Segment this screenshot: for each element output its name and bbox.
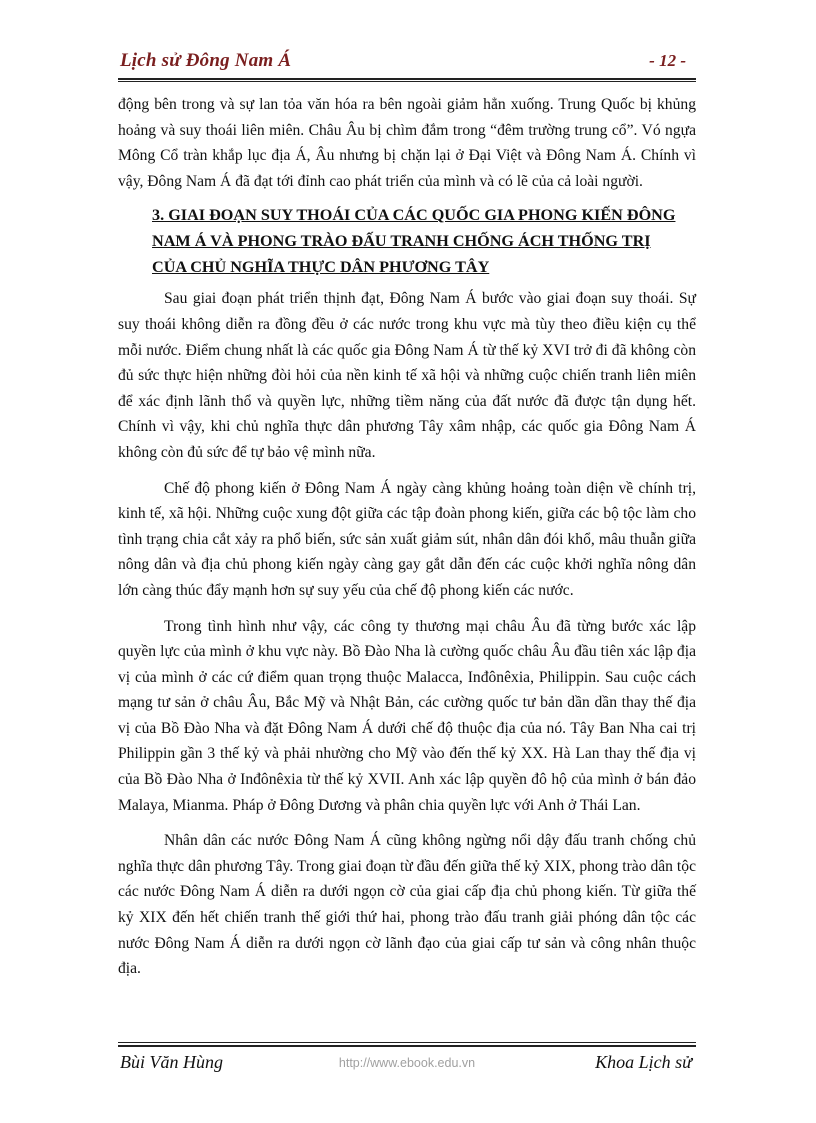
section-heading: 3. GIAI ĐOẠN SUY THOÁI CỦA CÁC QUỐC GIA PHONG KIẾN ĐÔNG NAM Á VÀ PHONG TRÀO ĐẤU TRANH CHỐNG ÁCH THỐNG TRỊ CỦA CHỦ NGHĨA THỰC DÂN PHƯƠNG TÂY (152, 206, 676, 277)
page-header (118, 48, 696, 78)
page-number: - 12 - (649, 51, 686, 70)
footer-rule-thin (118, 1042, 696, 1043)
department-name: Khoa Lịch sử (595, 1052, 692, 1072)
footer-rule (118, 1045, 696, 1047)
header-rule-thin (118, 81, 696, 82)
author-name: Bùi Văn Hùng (120, 1052, 223, 1072)
paragraph-1: Sau giai đoạn phát triển thịnh đạt, Đông Nam Á bước vào giai đoạn suy thoái. Sự suy thoái không diễn ra đồng đều ở các nước trong khu vực mà tùy theo điều kiện cụ thể mỗi nước. Điểm chung nhất là các quốc gia Đông Nam Á từ thế kỷ XVI trở đi đã không còn đủ sức thực hiện những đòi hỏi của nền kinh tế xã hội và những cuộc chiến tranh liên miên để xác định lãnh thổ và quyền lực, những tiềm năng của đất nước đã được tận dụng hết. Chính vì vậy, khi chủ nghĩa thực dân phương Tây xâm nhập, các quốc gia Đông Nam Á không còn đủ sức để tự bảo vệ mình nữa. (118, 290, 696, 461)
paragraph-2: Chế độ phong kiến ở Đông Nam Á ngày càng khủng hoảng toàn diện về chính trị, kinh tế, xã hội. Những cuộc xung đột giữa các tập đoàn phong kiến, giữa các bộ tộc làm cho tình trạng chia cắt xảy ra phổ biến, sức sản xuất giảm sút, nhân dân đói khổ, mâu thuẫn giữa nông dân và địa chủ phong kiến ngày càng gay gắt dẫn đến các cuộc khởi nghĩa nông dân lớn càng thúc đẩy mạnh hơn sự suy yếu của chế độ phong kiến các nước. (118, 479, 696, 599)
header-rule (118, 78, 696, 80)
website-link[interactable]: http://www.ebook.edu.vn (338, 1056, 476, 1070)
document-title: Lịch sử Đông Nam Á (120, 50, 292, 71)
page-footer (118, 1048, 696, 1078)
paragraph-4: Nhân dân các nước Đông Nam Á cũng không ngừng nổi dậy đấu tranh chống chủ nghĩa thực dân phương Tây. Trong giai đoạn từ đầu đến giữa thế kỷ XIX, phong trào dân tộc các nước Đông Nam Á diễn ra dưới ngọn cờ của giai cấp địa chủ phong kiến. Từ giữa thế kỷ XIX đến hết chiến tranh thế giới thứ hai, phong trào đấu tranh giải phóng dân tộc các nước Đông Nam Á diễn ra dưới ngọn cờ lãnh đạo của giai cấp tư sản và công nhân thuộc địa. (118, 832, 696, 978)
intro-paragraph: động bên trong và sự lan tỏa văn hóa ra bên ngoài giảm hẳn xuống. Trung Quốc bị khủng hoảng và suy thoái liên miên. Châu Âu bị chìm đắm trong “đêm trường trung cổ”. Vó ngựa Mông Cổ tràn khắp lục địa Á, Âu nhưng bị chặn lại ở Đại Việt và Đông Nam Á. Chính vì vậy, Đông Nam Á đã đạt tới đỉnh cao phát triển của mình và có lẽ của cả loài người. (118, 96, 696, 190)
paragraph-3: Trong tình hình như vậy, các công ty thương mại châu Âu đã từng bước xác lập quyền lực của mình ở khu vực này. Bồ Đào Nha là cường quốc châu Âu đầu tiên xác lập địa vị của mình ở các cứ điểm quan trọng thuộc Malacca, Inđônêxia, Philippin. Sau cuộc cách mạng tư sản ở châu Âu, Bắc Mỹ và Nhật Bản, các cường quốc tư bản dần dần thay thế địa vị của Bồ Đào Nha và đặt Đông Nam Á dưới chế độ thuộc địa của nó. Tây Ban Nha cai trị Philippin gần 3 thế kỷ và phải nhường cho Mỹ vào đến thế kỷ XX. Hà Lan thay thế địa vị của Bồ Đào Nha ở Inđônêxia từ thế kỷ XVII. Anh xác lập quyền đô hộ của mình ở bán đảo Malaya, Mianma. Pháp ở Đông Dương và phân chia quyền lực với Anh ở Thái Lan. (118, 617, 696, 814)
page-body (118, 92, 696, 982)
